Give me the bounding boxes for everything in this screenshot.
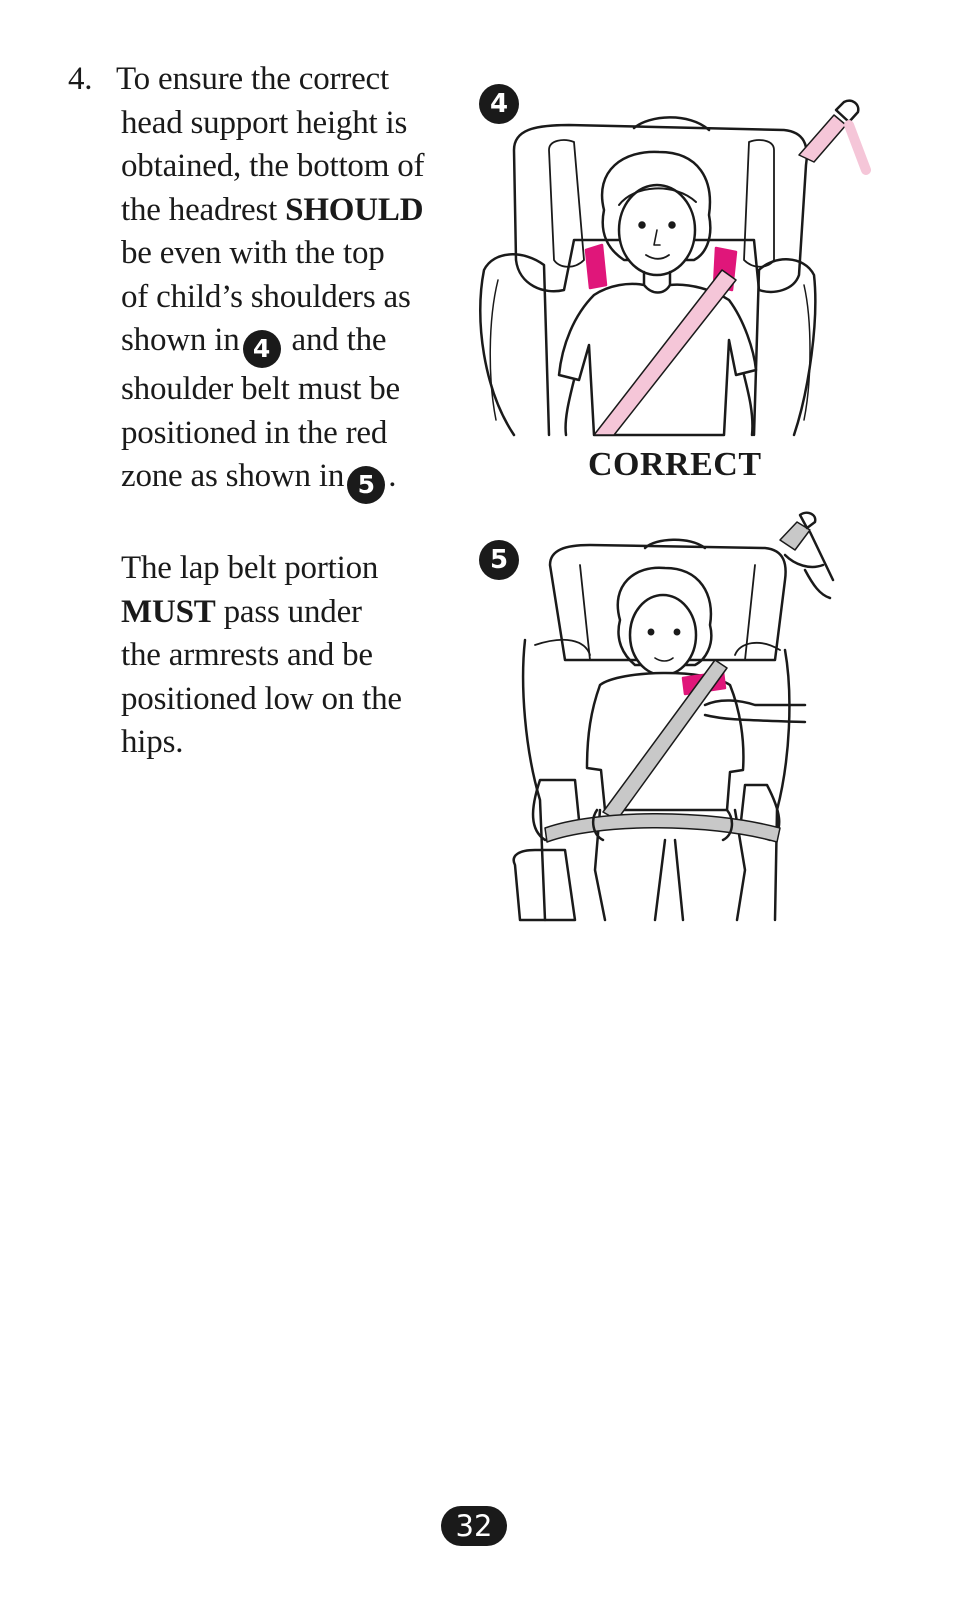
figure-4-badge: 4 (479, 84, 519, 124)
red-zone-left (586, 245, 606, 288)
figure-5-illustration (505, 510, 845, 925)
lap-line: The lap belt portion (121, 550, 379, 586)
figure-ref-5: 5 (347, 466, 385, 504)
lap-line: the armrests and be (121, 637, 373, 673)
step-line: of child’s shoulders as (121, 278, 411, 315)
instruction-text (68, 58, 468, 765)
step-line: zone as shown in 5 . (68, 455, 468, 504)
step-first-line: 4. To ensure the correct (68, 58, 468, 102)
step-line: obtained, the bottom of (121, 148, 425, 184)
figure-4-caption: CORRECT (588, 446, 762, 483)
step-line: shown in 4 and the (68, 319, 468, 368)
figure-5-badge: 5 (479, 540, 519, 580)
step-line: shoulder belt must be (121, 371, 401, 407)
lap-line: positioned low on the (121, 680, 402, 717)
step-number: 4. (68, 61, 93, 97)
lap-line: MUST pass under (121, 593, 362, 630)
page-number: 32 (441, 1506, 507, 1546)
lap-line: hips. (121, 724, 184, 760)
step-line: be even with the top (121, 235, 385, 271)
lap-belt (545, 814, 780, 842)
figure-ref-4: 4 (243, 330, 281, 368)
anchor-strap (799, 115, 846, 162)
child-face (630, 595, 696, 675)
step-line: head support height is (121, 104, 408, 141)
step-line: positioned in the red (121, 414, 388, 451)
should-emphasis: SHOULD (285, 191, 424, 228)
figure-4-illustration (474, 90, 874, 440)
step-line: the headrest SHOULD (121, 191, 424, 228)
must-emphasis: MUST (121, 593, 216, 630)
